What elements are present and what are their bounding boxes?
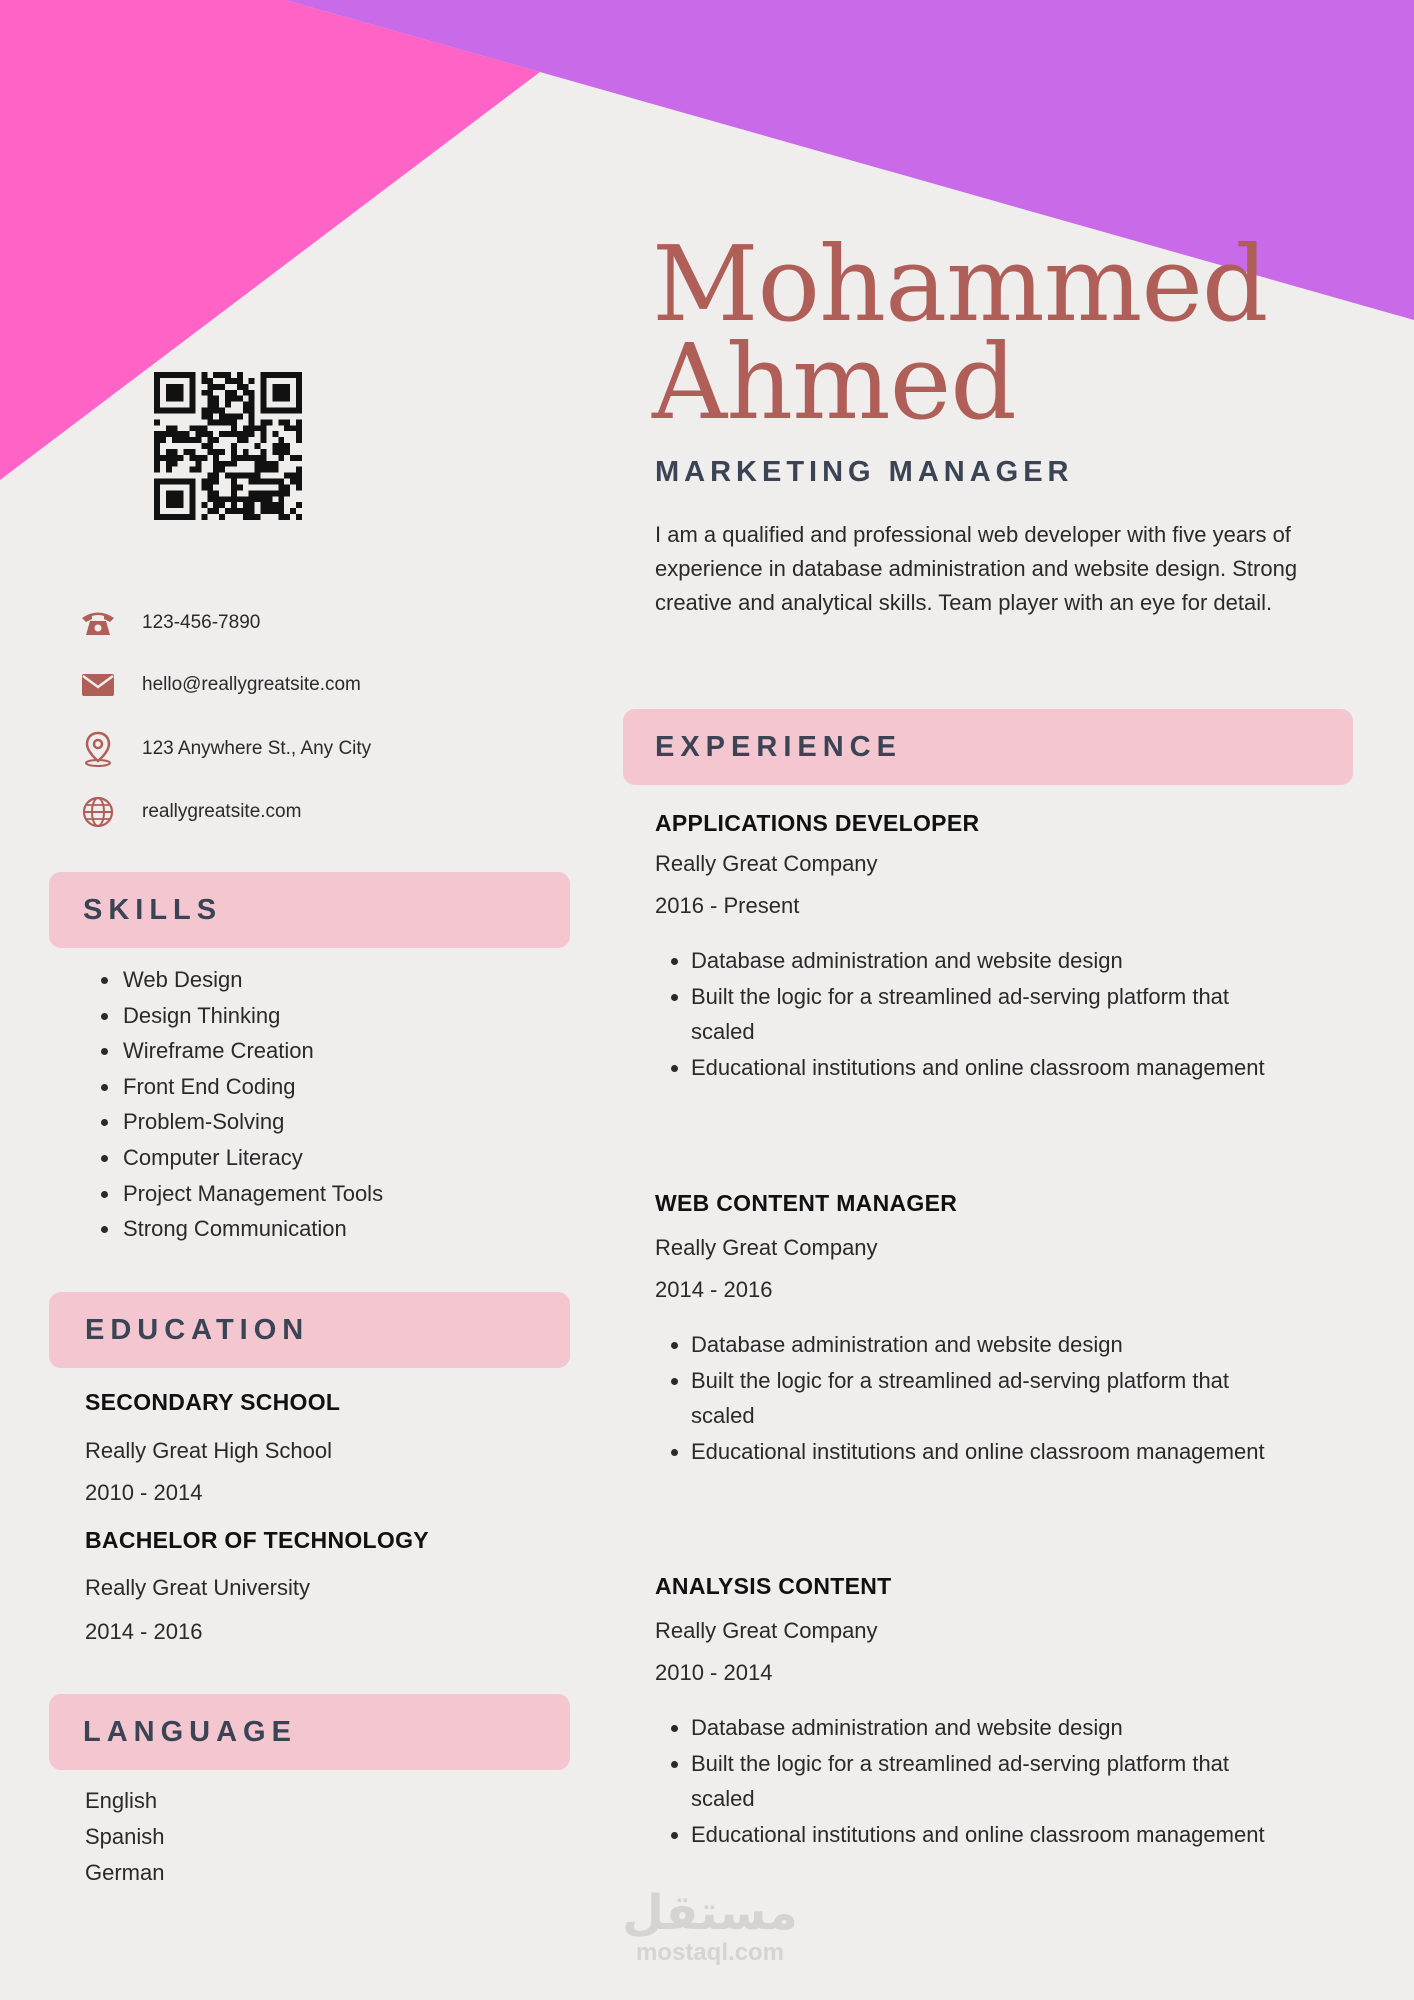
job-bullets xyxy=(655,1710,1291,1852)
job-company: Really Great Company xyxy=(655,851,878,876)
job-entry xyxy=(655,810,1315,1085)
job-years: 2016 - Present xyxy=(655,893,800,918)
job-title: ANALYSIS CONTENT xyxy=(655,1573,892,1599)
list-item: • Problem-Solving xyxy=(121,1104,383,1140)
education-school: Really Great High School xyxy=(85,1438,333,1463)
watermark-latin: mostaql.com xyxy=(635,1939,785,1966)
list-item: • Educational institutions and online classroom management xyxy=(691,1050,1291,1086)
list-item: • Database administration and website design xyxy=(691,1710,1291,1746)
first-name: Mohammed xyxy=(652,223,1268,345)
education-title: BACHELOR OF TECHNOLOGY xyxy=(85,1527,429,1553)
list-item: Spanish xyxy=(85,1824,165,1849)
contact-address xyxy=(78,731,528,767)
experience-header xyxy=(623,709,1353,785)
profile-summary: I am a qualified and professional web developer with five years of experience in database administration and website design. Strong creative and analytical skills. Team player with an eye for detail. xyxy=(655,522,1298,615)
list-item: • Wireframe Creation xyxy=(121,1033,383,1069)
list-item: • Educational institutions and online classroom management xyxy=(691,1817,1291,1853)
phone-text: 123-456-7890 xyxy=(142,612,261,633)
address-text: 123 Anywhere St., Any City xyxy=(142,738,372,759)
job-bullets xyxy=(655,943,1291,1085)
mail-icon xyxy=(78,667,118,703)
email-text: hello@reallygreatsite.com xyxy=(142,674,361,695)
job-company: Really Great Company xyxy=(655,1618,878,1643)
list-item: • Built the logic for a streamlined ad-serving platform that scaled xyxy=(691,1746,1291,1817)
list-item: • Database administration and website design xyxy=(691,1327,1291,1363)
contact-email xyxy=(78,667,528,703)
list-item: • Front End Coding xyxy=(121,1069,383,1105)
list-item: • Computer Literacy xyxy=(121,1140,383,1176)
watermark-arabic: مستقل xyxy=(622,1885,798,1941)
skills-heading: SKILLS xyxy=(83,893,223,926)
experience-heading: EXPERIENCE xyxy=(655,730,902,763)
education-title: SECONDARY SCHOOL xyxy=(85,1389,341,1415)
last-name: Ahmed xyxy=(652,321,1016,443)
job-role: MARKETING MANAGER xyxy=(655,456,1074,488)
list-item: • Built the logic for a streamlined ad-serving platform that scaled xyxy=(691,979,1291,1050)
list-item: • Design Thinking xyxy=(121,998,383,1034)
list-item: English xyxy=(85,1788,158,1813)
list-item: German xyxy=(85,1860,165,1885)
location-pin-icon xyxy=(78,731,118,767)
education-years: 2010 - 2014 xyxy=(85,1480,203,1505)
language-header xyxy=(49,1694,570,1770)
list-item: • Built the logic for a streamlined ad-serving platform that scaled xyxy=(691,1363,1291,1434)
list-item: • Database administration and website design xyxy=(691,943,1291,979)
job-bullets xyxy=(655,1327,1291,1469)
phone-icon xyxy=(78,605,118,641)
list-item: • Project Management Tools xyxy=(121,1176,383,1212)
contact-website xyxy=(78,794,528,830)
job-entry xyxy=(655,1190,1315,1469)
education-years: 2014 - 2016 xyxy=(85,1619,203,1644)
language-list xyxy=(85,1783,165,1891)
job-years: 2014 - 2016 xyxy=(655,1277,773,1302)
education-heading: EDUCATION xyxy=(85,1313,310,1346)
watermark xyxy=(620,1887,800,1967)
skills-list xyxy=(88,962,383,1247)
language-heading: LANGUAGE xyxy=(83,1715,297,1748)
list-item: • Web Design xyxy=(121,962,383,998)
list-item: • Educational institutions and online classroom management xyxy=(691,1434,1291,1470)
list-item: • Strong Communication xyxy=(121,1211,383,1247)
website-text: reallygreatsite.com xyxy=(142,801,302,822)
education-school: Really Great University xyxy=(85,1575,310,1600)
job-title: APPLICATIONS DEVELOPER xyxy=(655,810,980,836)
job-title: WEB CONTENT MANAGER xyxy=(655,1190,958,1216)
job-company: Really Great Company xyxy=(655,1235,878,1260)
job-years: 2010 - 2014 xyxy=(655,1660,773,1685)
qr-code xyxy=(154,372,302,520)
skills-header xyxy=(49,872,570,948)
candidate-name xyxy=(652,223,1268,443)
job-entry xyxy=(655,1573,1315,1852)
education-header xyxy=(49,1292,570,1368)
globe-icon xyxy=(78,794,118,830)
contact-phone xyxy=(78,605,528,641)
